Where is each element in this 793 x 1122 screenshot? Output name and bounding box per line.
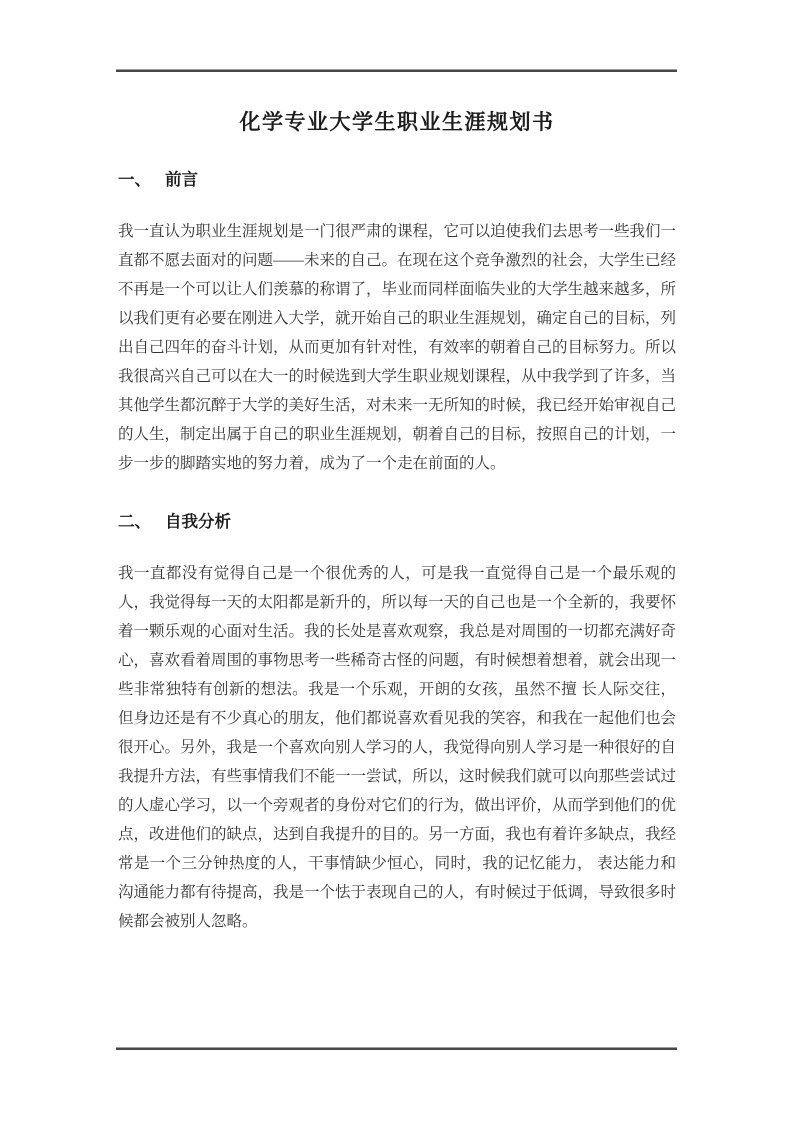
section-preface xyxy=(118,169,676,478)
footer-rule xyxy=(116,1047,677,1050)
section-heading-text: 自我分析 xyxy=(165,512,231,531)
section-number: 一、 xyxy=(118,170,151,189)
section-paragraph: 我一直认为职业生涯规划是一门很严肃的课程，它可以迫使我们去思考一些我们一直都不愿去面对的问题——未来的自己。在现在这个竞争激烈的社会，大学生已经不再是一个可以让人们羡慕的称谓了，毕业而同样面临失业的大学生越来越多，所以我们更有必要在刚进入大学，就开始自己的职业生涯规划，确定自己的目标，列出自己四年的奋斗计划，从而更加有针对性，有效率的朝着自己的目标努力。所以我很高兴自己可以在大一的时候选到大学生职业规划课程，从中我学到了许多，当其他学生都沉醉于大学的美好生活，对未来一无所知的时候，我已经开始审视自己的人生，制定出属于自己的职业生涯规划，朝着自己的目标，按照自己的计划，一步一步的脚踏实地的努力着，成为了一个走在前面的人。 xyxy=(118,223,677,472)
section-number: 二、 xyxy=(118,512,151,531)
section-heading xyxy=(118,169,676,191)
section-heading-text: 前言 xyxy=(165,170,198,189)
section-self-analysis xyxy=(118,511,676,936)
section-paragraph: 我一直都没有觉得自己是一个很优秀的人，可是我一直觉得自己是一个最乐观的人，我觉得每一天的太阳都是新升的，所以每一天的自己也是一个全新的，我要怀着一颗乐观的心面对生活。我的长处是喜欢观察，我总是对周围的一切都充满好奇心，喜欢看着周围的事物思考一些稀奇古怪的问题，有时候想着想着，就会出现一些非常独特有创新的想法。我是一个乐观，开朗的女孩，虽然不擅 长人际交往，但身边还是有不少真心的朋友，他们都说喜欢看见我的笑容，和我在一起他们也会很开心。另外，我是一个喜欢向别人学习的人，我觉得向别人学习是一种很好的自我提升方法，有些事情我们不能一一尝试，所以，这时候我们就可以向那些尝试过的人虚心学习，以一个旁观者的身份对它们的行为，做出评价，从而学到他们的优点，改进他们的缺点，达到自我提升的目的。另一方面，我也有着许多缺点，我经常是一个三分钟热度的人，干事情缺少恒心，同时，我的记忆能力， 表达能力和沟通能力都有待提高，我是一个怯于表现自己的人，有时候过于低调，导致很多时候都会被别人忽略。 xyxy=(118,565,677,930)
document-title: 化学专业大学生职业生涯规划书 xyxy=(239,110,555,134)
section-heading xyxy=(118,511,676,533)
page-content xyxy=(118,72,676,936)
